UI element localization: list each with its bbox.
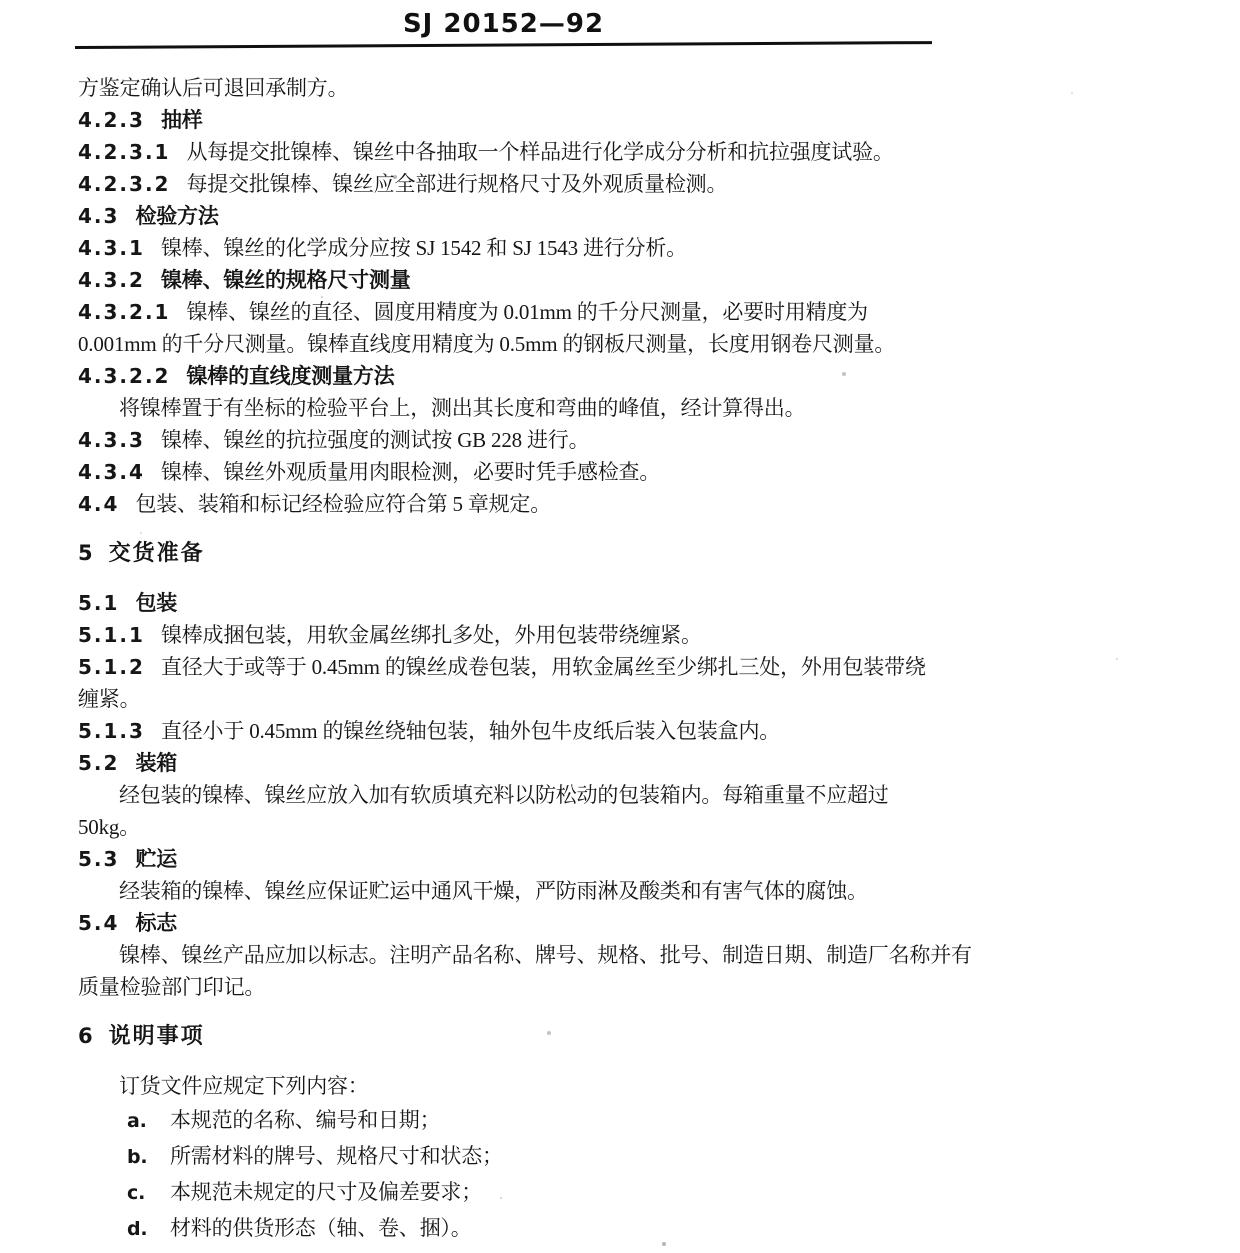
line-text: 镍棒、镍丝的规格尺寸测量 (160, 268, 411, 292)
line-text: 镍棒、镍丝的化学成分应按 SJ 1542 和 SJ 1543 进行分析。 (160, 236, 687, 260)
clause-line (78, 104, 978, 136)
clause-line (78, 296, 978, 328)
line-text: 经装箱的镍棒、镍丝应保证贮运中通风干燥，严防雨淋及酸类和有害气体的腐蚀。 (119, 879, 868, 903)
paragraph-line (78, 392, 978, 424)
clause-line (78, 587, 978, 619)
list-letter: c. (127, 1182, 146, 1204)
text-line (78, 971, 978, 1003)
paragraph-line (78, 875, 978, 907)
line-text: 装箱 (135, 751, 178, 775)
paragraph-line (78, 939, 978, 971)
clause-line (78, 651, 978, 683)
list-item (78, 1174, 978, 1210)
clause-number: 5.1.1 (78, 623, 145, 647)
clause-number: 5.3 (78, 847, 120, 871)
line-text: 镍棒、镍丝产品应加以标志。注明产品名称、牌号、规格、批号、制造日期、制造厂名称并有 (119, 943, 972, 967)
clause-number: 5.1.2 (78, 655, 145, 679)
line-text: 交货准备 (108, 540, 205, 565)
section-heading (78, 537, 978, 569)
clause-number: 4.2.3 (78, 108, 145, 132)
line-text: 方鉴定确认后可退回承制方。 (78, 76, 349, 100)
clause-line (78, 907, 978, 939)
doc-number: SJ 20152—92 (402, 9, 605, 39)
clause-line (78, 360, 978, 392)
line-text: 直径大于或等于 0.45mm 的镍丝成卷包装，用软金属丝至少绑扎三处，外用包装带绕 (160, 655, 926, 679)
line-text: 镍棒成捆包装，用软金属丝绑扎多处，外用包装带绕缠紧。 (160, 623, 702, 647)
line-text: 订货文件应规定下列内容： (119, 1074, 369, 1098)
clause-number: 4.3.1 (78, 236, 145, 260)
clause-line (78, 843, 978, 875)
clause-line (78, 488, 978, 520)
line-text: 说明事项 (108, 1023, 205, 1048)
line-text: 包装 (135, 591, 178, 615)
clause-number: 4.3.2.1 (78, 300, 171, 324)
line-text: 包装、装箱和标记经检验应符合第 5 章规定。 (135, 492, 552, 516)
clause-number: 4.3.3 (78, 428, 145, 452)
paragraph-line (78, 779, 978, 811)
clause-line (78, 619, 978, 651)
clause-number: 6 (78, 1024, 95, 1048)
line-text: 抽样 (160, 108, 203, 132)
line-text: 镍棒的直线度测量方法 (186, 364, 395, 388)
line-text: 镍棒、镍丝外观质量用肉眼检测，必要时凭手感检查。 (160, 460, 661, 484)
text-line (78, 683, 978, 715)
list-letter: b. (127, 1146, 148, 1168)
clause-line (78, 747, 978, 779)
line-text: 检验方法 (135, 204, 219, 228)
line-text: 所需材料的牌号、规格尺寸和状态； (170, 1144, 503, 1168)
header-rule (75, 41, 932, 49)
line-text: 标志 (135, 911, 178, 935)
list-letter: a. (127, 1110, 147, 1132)
clause-number: 4.3.2 (78, 268, 145, 292)
line-text: 0.001mm 的千分尺测量。镍棒直线度用精度为 0.5mm 的钢板尺测量，长度用钢卷尺测量。 (78, 332, 896, 356)
clause-number: 4.3.4 (78, 460, 145, 484)
list-letter: d. (127, 1218, 148, 1240)
clause-number: 5.4 (78, 911, 120, 935)
line-text: 质量检验部门印记。 (78, 975, 266, 999)
clause-number: 4.4 (78, 492, 120, 516)
clause-number: 4.2.3.2 (78, 172, 171, 196)
list-item (78, 1102, 978, 1138)
clause-line (78, 424, 978, 456)
list-item (78, 1138, 978, 1174)
line-text: 材料的供货形态（轴、卷、捆）。 (170, 1216, 472, 1240)
scan-noise (0, 0, 2, 2)
clause-number: 4.3.2.2 (78, 364, 171, 388)
paragraph-line (78, 1070, 978, 1102)
clause-line (78, 136, 978, 168)
line-text: 贮运 (135, 847, 178, 871)
clause-number: 5.1 (78, 591, 120, 615)
clause-line (78, 715, 978, 747)
text-line (78, 328, 978, 360)
document-body (78, 72, 978, 1246)
line-text: 每提交批镍棒、镍丝应全部进行规格尺寸及外观质量检测。 (186, 172, 728, 196)
line-text: 直径小于 0.45mm 的镍丝绕轴包装，轴外包牛皮纸后装入包装盒内。 (160, 719, 781, 743)
clause-line (78, 456, 978, 488)
clause-number: 4.2.3.1 (78, 140, 171, 164)
line-text: 镍棒、镍丝的直径、圆度用精度为 0.01mm 的千分尺测量，必要时用精度为 (186, 300, 868, 324)
line-text: 本规范未规定的尺寸及偏差要求； (170, 1180, 482, 1204)
line-text: 50kg。 (78, 815, 140, 839)
clause-number: 5.2 (78, 751, 120, 775)
text-line (78, 811, 978, 843)
line-text: 缠紧。 (78, 687, 141, 711)
line-text: 从每提交批镍棒、镍丝中各抽取一个样品进行化学成分分析和抗拉强度试验。 (186, 140, 894, 164)
clause-number: 5 (78, 541, 95, 565)
line-text: 将镍棒置于有坐标的检验平台上，测出其长度和弯曲的峰值，经计算得出。 (119, 396, 806, 420)
section-heading (78, 1020, 978, 1052)
clause-number: 4.3 (78, 204, 120, 228)
clause-line (78, 168, 978, 200)
line-text: 经包装的镍棒、镍丝应放入加有软质填充料以防松动的包装箱内。每箱重量不应超过 (119, 783, 889, 807)
clause-line (78, 232, 978, 264)
line-text: 本规范的名称、编号和日期； (170, 1108, 441, 1132)
clause-number: 5.1.3 (78, 719, 145, 743)
clause-line (78, 264, 978, 296)
list-item (78, 1210, 978, 1246)
text-line (78, 72, 978, 104)
line-text: 镍棒、镍丝的抗拉强度的测试按 GB 228 进行。 (160, 428, 590, 452)
clause-line (78, 200, 978, 232)
